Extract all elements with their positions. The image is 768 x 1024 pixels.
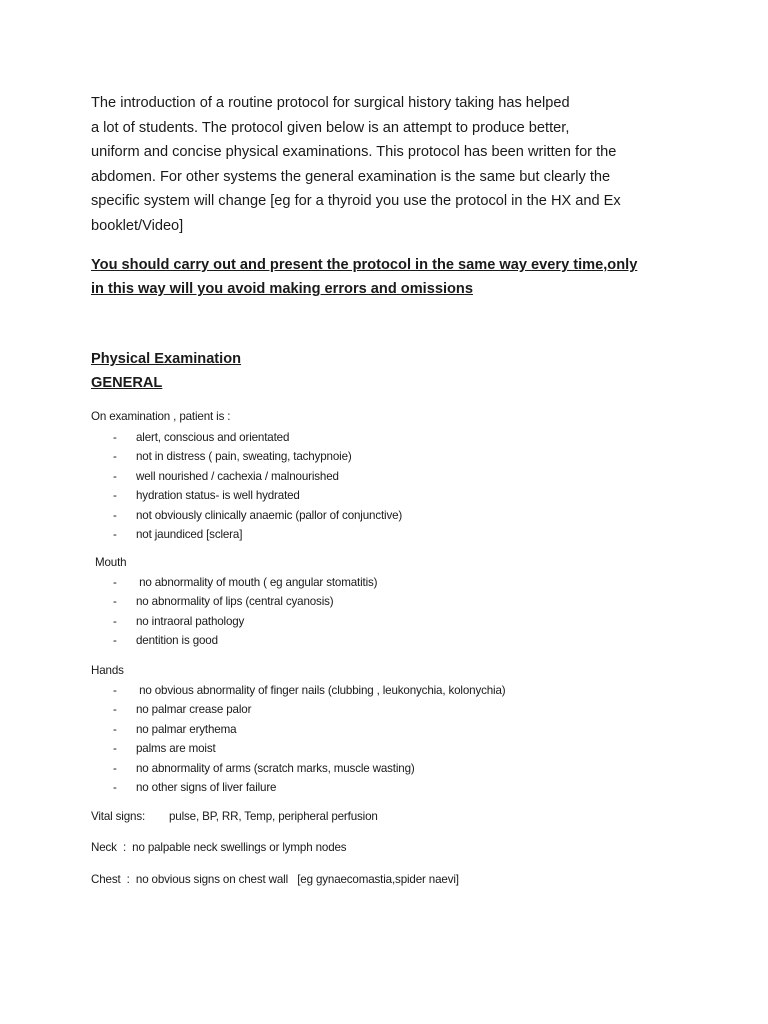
list-item [91, 573, 377, 592]
vital-signs-value: pulse, BP, RR, Temp, peripheral perfusion [169, 810, 378, 823]
list-item [91, 592, 377, 611]
list-item [91, 506, 402, 525]
list-item [91, 700, 505, 719]
section-title: Physical Examination [91, 351, 242, 367]
bullet-dash: - [113, 684, 117, 697]
bullet-dash: - [113, 508, 117, 522]
emphasis-line: in this way will you avoid making errors and omissions [91, 281, 473, 297]
item-text: hydration status- is well hydrated [136, 489, 300, 503]
hands-section [91, 664, 505, 797]
emphasis-note [91, 253, 637, 301]
list-item [91, 428, 402, 447]
item-text: no palmar crease palor [136, 703, 252, 717]
list-item [91, 612, 377, 631]
list-item [91, 467, 402, 486]
bullet-dash: - [113, 634, 117, 648]
list-item [91, 631, 377, 650]
list-item [91, 681, 505, 700]
chest-line: Chest : no obvious signs on chest wall [eg gynaecomastia,spider naevi] [91, 873, 459, 886]
bullet-dash: - [113, 469, 117, 483]
on-examination-label: On examination , patient is : [91, 410, 231, 423]
bullet-dash: - [113, 614, 117, 628]
list-item [91, 778, 505, 797]
vital-signs-line [91, 810, 378, 823]
item-text: no abnormality of lips (central cyanosis) [136, 595, 334, 609]
intro-line: a lot of students. The protocol given below is an attempt to produce better, [91, 119, 570, 136]
bullet-dash: - [113, 527, 117, 541]
bullet-dash: - [113, 722, 117, 736]
item-text: well nourished / cachexia / malnourished [136, 469, 339, 483]
item-text: palms are moist [136, 742, 216, 756]
bullet-dash: - [113, 761, 117, 775]
bullet-dash: - [113, 703, 117, 717]
item-text: dentition is good [136, 634, 218, 648]
general-title: GENERAL [91, 375, 163, 391]
vital-signs-label: Vital signs: [91, 810, 146, 823]
intro-line: specific system will change [eg for a thyroid you use the protocol in the HX and Ex [91, 193, 621, 209]
list-item [91, 739, 505, 758]
intro-paragraph [91, 91, 691, 238]
item-text: alert, conscious and orientated [136, 431, 290, 444]
item-text: no obvious abnormality of finger nails (clubbing , leukonychia, kolonychia) [136, 684, 506, 697]
item-text: no abnormality of mouth ( eg angular stomatitis) [136, 576, 378, 589]
on-examination-section [91, 410, 402, 544]
intro-line: abdomen. For other systems the general examination is the same but clearly the [91, 168, 611, 185]
intro-line: The introduction of a routine protocol for surgical history taking has helped [91, 95, 570, 111]
list-item [91, 759, 505, 778]
item-text: not obviously clinically anaemic (pallor of conjunctive) [136, 508, 403, 522]
bullet-dash: - [113, 576, 117, 589]
list-item [91, 486, 402, 505]
item-text: no other signs of liver failure [136, 780, 277, 794]
item-text: not in distress ( pain, sweating, tachypnoie) [136, 450, 352, 464]
bullet-dash: - [113, 595, 117, 609]
intro-line: uniform and concise physical examinations. This protocol has been written for the [91, 144, 617, 160]
list-item [91, 525, 402, 544]
mouth-label: Mouth [95, 556, 127, 569]
bullet-dash: - [113, 450, 117, 464]
bullet-dash: - [113, 780, 117, 794]
item-text: not jaundiced [sclera] [136, 527, 243, 541]
bullet-dash: - [113, 742, 117, 756]
list-item [91, 447, 402, 466]
emphasis-line: You should carry out and present the protocol in the same way every time,only [91, 257, 638, 273]
hands-label: Hands [91, 664, 124, 677]
mouth-section [91, 556, 377, 651]
neck-line: Neck : no palpable neck swellings or lymph nodes [91, 841, 347, 854]
item-text: no abnormality of arms (scratch marks, muscle wasting) [136, 761, 415, 775]
bullet-dash: - [113, 431, 117, 444]
item-text: no palmar erythema [136, 722, 237, 736]
list-item [91, 720, 505, 739]
bullet-dash: - [113, 489, 117, 503]
intro-line: booklet/Video] [91, 217, 184, 234]
item-text: no intraoral pathology [136, 614, 245, 628]
